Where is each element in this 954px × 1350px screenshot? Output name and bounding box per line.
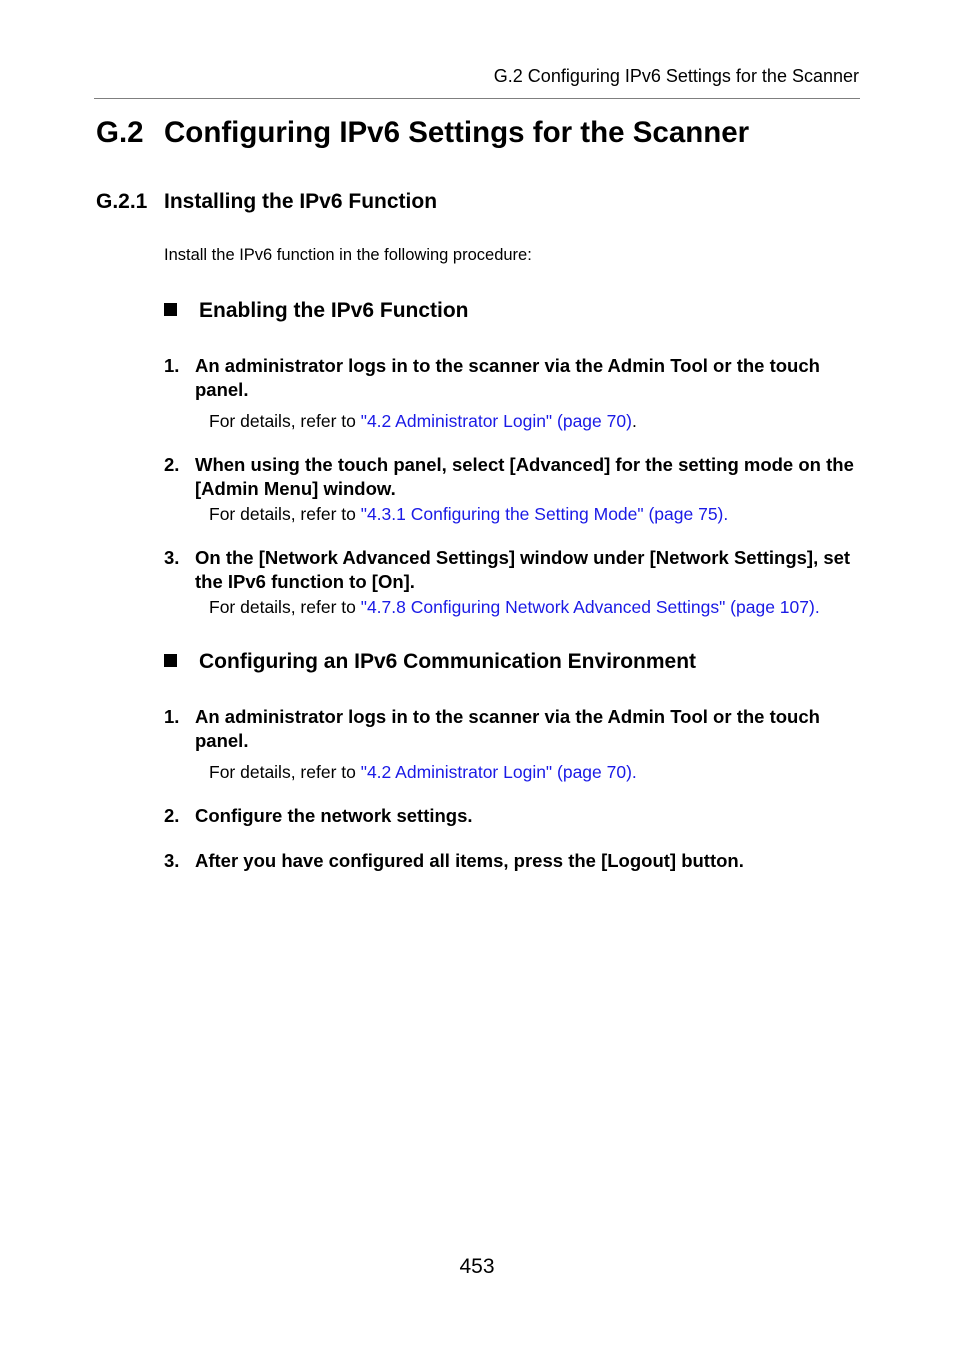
step-text: On the [Network Advanced Settings] window under [Network Settings], set the IPv6 function to [On]. (195, 547, 851, 592)
subsection-title (96, 190, 437, 214)
step-text: An administrator logs in to the scanner via the Admin Tool or the touch panel. (195, 355, 820, 400)
subsection-title-text: Installing the IPv6 Function (164, 190, 438, 213)
step-text: When using the touch panel, select [Advanced] for the setting mode on the [Admin Menu] window. (195, 454, 854, 499)
reference-prefix: For details, refer to (209, 411, 361, 431)
step-number: 3. (164, 850, 180, 871)
running-header: G.2 Configuring IPv6 Settings for the Scanner (493, 66, 859, 86)
step-reference (209, 504, 728, 525)
subheading-text: Configuring an IPv6 Communication Environment (199, 650, 697, 673)
procedure-step (164, 354, 854, 402)
reference-link[interactable]: "4.7.8 Configuring Network Advanced Settings" (page 107). (360, 597, 820, 617)
procedure-step (164, 804, 854, 828)
reference-prefix: For details, refer to (209, 597, 361, 617)
procedure-step (164, 453, 854, 501)
step-reference (209, 762, 637, 783)
subheading-ipv6-communication (164, 650, 696, 674)
reference-prefix: For details, refer to (209, 504, 361, 524)
page-number: 453 (459, 1255, 495, 1278)
intro-text: Install the IPv6 function in the following procedure: (164, 246, 532, 264)
step-text: After you have configured all items, press the [Logout] button. (195, 850, 744, 871)
step-number: 3. (164, 547, 180, 568)
step-number: 2. (164, 454, 180, 475)
reference-suffix: . (631, 411, 637, 431)
step-text: Configure the network settings. (195, 805, 473, 826)
reference-link[interactable]: "4.3.1 Configuring the Setting Mode" (page 75). (360, 504, 729, 524)
step-number: 2. (164, 805, 180, 826)
reference-link[interactable]: "4.2 Administrator Login" (page 70) (360, 411, 632, 431)
procedure-step (164, 849, 854, 873)
procedure-step (164, 705, 854, 753)
step-number: 1. (164, 355, 180, 376)
subheading-enabling-ipv6 (164, 299, 469, 323)
procedure-step (164, 546, 854, 594)
section-title-text: Configuring IPv6 Settings for the Scanner (164, 116, 750, 149)
section-number: G.2 (96, 116, 144, 149)
step-text: An administrator logs in to the scanner via the Admin Tool or the touch panel. (195, 706, 820, 751)
section-title (96, 116, 749, 150)
reference-link[interactable]: "4.2 Administrator Login" (page 70). (360, 762, 637, 782)
step-reference (209, 597, 820, 618)
subsection-number: G.2.1 (96, 190, 148, 213)
square-bullet-icon (164, 303, 177, 316)
square-bullet-icon (164, 654, 177, 667)
header-divider (94, 98, 860, 99)
reference-prefix: For details, refer to (209, 762, 361, 782)
subheading-text: Enabling the IPv6 Function (199, 299, 469, 322)
step-number: 1. (164, 706, 180, 727)
step-reference (209, 411, 637, 432)
